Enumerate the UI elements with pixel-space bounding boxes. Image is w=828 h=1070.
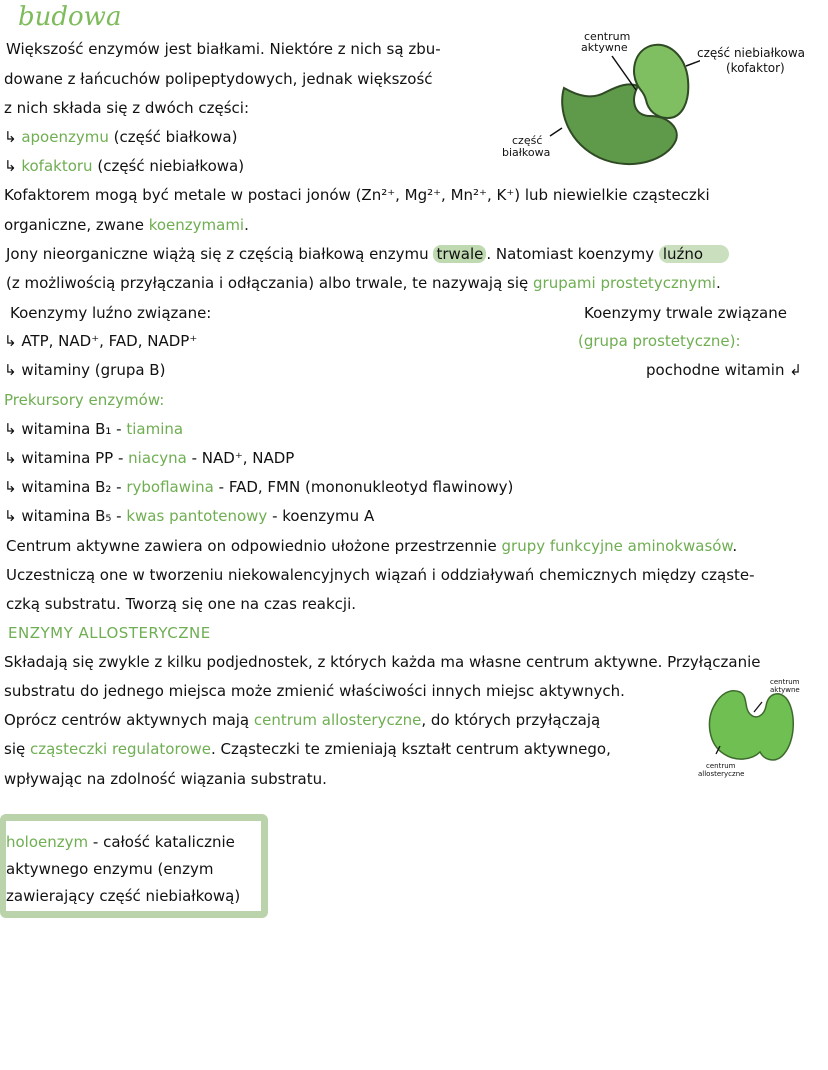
label-active-site: aktywne [581, 41, 628, 54]
holoenzyme-definition-box [0, 814, 268, 918]
list-item: pochodne witamin ↲ [646, 361, 802, 379]
list-item: ↳ witamina B₁ - tiamina [4, 420, 184, 438]
text-line: substratu do jednego miejsca może zmienić właściwości innych miejsc aktywnych. [4, 682, 625, 700]
list-item-cofactor: ↳ kofaktoru (część niebiałkowa) [4, 157, 245, 175]
text-line: organiczne, zwane koenzymami. [4, 216, 249, 234]
text-line: Oprócz centrów aktywnych mają centrum allosteryczne, do których przyłączają [4, 711, 601, 729]
page-title: budowa [18, 2, 122, 32]
text-line: z nich składa się z dwóch części: [4, 99, 250, 117]
text-line: Jony nieorganiczne wiążą się z częścią białkową enzymu trwale . Natomiast koenzymy luźno [6, 245, 729, 263]
label-nonprotein-part: część niebiałkowa [697, 46, 806, 60]
text-line: Składają się zwykle z kilku podjednostek, z których każda ma własne centrum aktywne. Przyłączanie [4, 653, 761, 671]
holoenzyme-line: holoenzym - całość katalicznie [6, 833, 235, 851]
holoenzyme-line: aktywnego enzymu (enzym [6, 860, 214, 878]
label-active-site-small: aktywne [770, 686, 800, 694]
text-line: wpływając na zdolność wiązania substratu. [4, 770, 327, 788]
label-cofactor: (kofaktor) [726, 61, 785, 75]
label-allosteric-site: centrum [706, 762, 736, 770]
label-allosteric-site: allosteryczne [698, 770, 745, 778]
text-line: Centrum aktywne zawiera on odpowiednio ułożone przestrzennie grupy funkcyjne aminokwasów. [6, 537, 738, 555]
list-item: ↳ witamina PP - niacyna - NAD⁺, NADP [4, 449, 295, 467]
text-line: się cząsteczki regulatorowe. Cząsteczki te zmieniają kształt centrum aktywnego, [4, 740, 611, 758]
list-item: ↳ witamina B₅ - kwas pantotenowy - koenzymu A [4, 507, 375, 525]
text-line: (z możliwością przyłączania i odłączania) albo trwale, te nazywają się grupami prostetycznymi. [6, 274, 721, 292]
label-active-site: centrum [584, 30, 631, 43]
label-active-site-small: centrum [770, 678, 800, 686]
label-protein-part: białkowa [502, 146, 551, 159]
list-item: ↳ witaminy (grupa B) [4, 361, 166, 379]
label-protein-part: część [512, 134, 543, 147]
highlight-trwale: trwale [433, 245, 486, 263]
highlight-luzno: luźno [659, 245, 729, 263]
heading-permanent-coenzymes: Koenzymy trwale związane [584, 304, 787, 322]
text-line: Większość enzymów jest białkami. Niektóre z nich są zbu- [6, 40, 441, 58]
holoenzyme-line: zawierający część niebiałkową) [6, 887, 241, 905]
text-line: Kofaktorem mogą być metale w postaci jonów (Zn²⁺, Mg²⁺, Mn²⁺, K⁺) lub niewielkie cząsteczki [4, 186, 710, 204]
heading-allosteric: ENZYMY ALLOSTERYCZNE [8, 624, 211, 642]
heading-precursors: Prekursory enzymów: [4, 391, 165, 409]
text-line: czką substratu. Tworzą się one na czas reakcji. [6, 595, 357, 613]
text-line: dowane z łańcuchów polipeptydowych, jednak większość [4, 70, 433, 88]
prosthetic-group-label: (grupa prostetyczne): [578, 332, 741, 350]
list-item: ↳ witamina B₂ - ryboflawina - FAD, FMN (mononukleotyd flawinowy) [4, 478, 514, 496]
text-line: Uczestniczą one w tworzeniu niekowalencyjnych wiązań i oddziaływań chemicznych między cząste- [6, 566, 755, 584]
list-item-apoenzyme: ↳ apoenzymu (część białkowa) [4, 128, 238, 146]
heading-loose-coenzymes: Koenzymy luźno związane: [10, 304, 212, 322]
list-item: ↳ ATP, NAD⁺, FAD, NADP⁺ [4, 332, 198, 350]
